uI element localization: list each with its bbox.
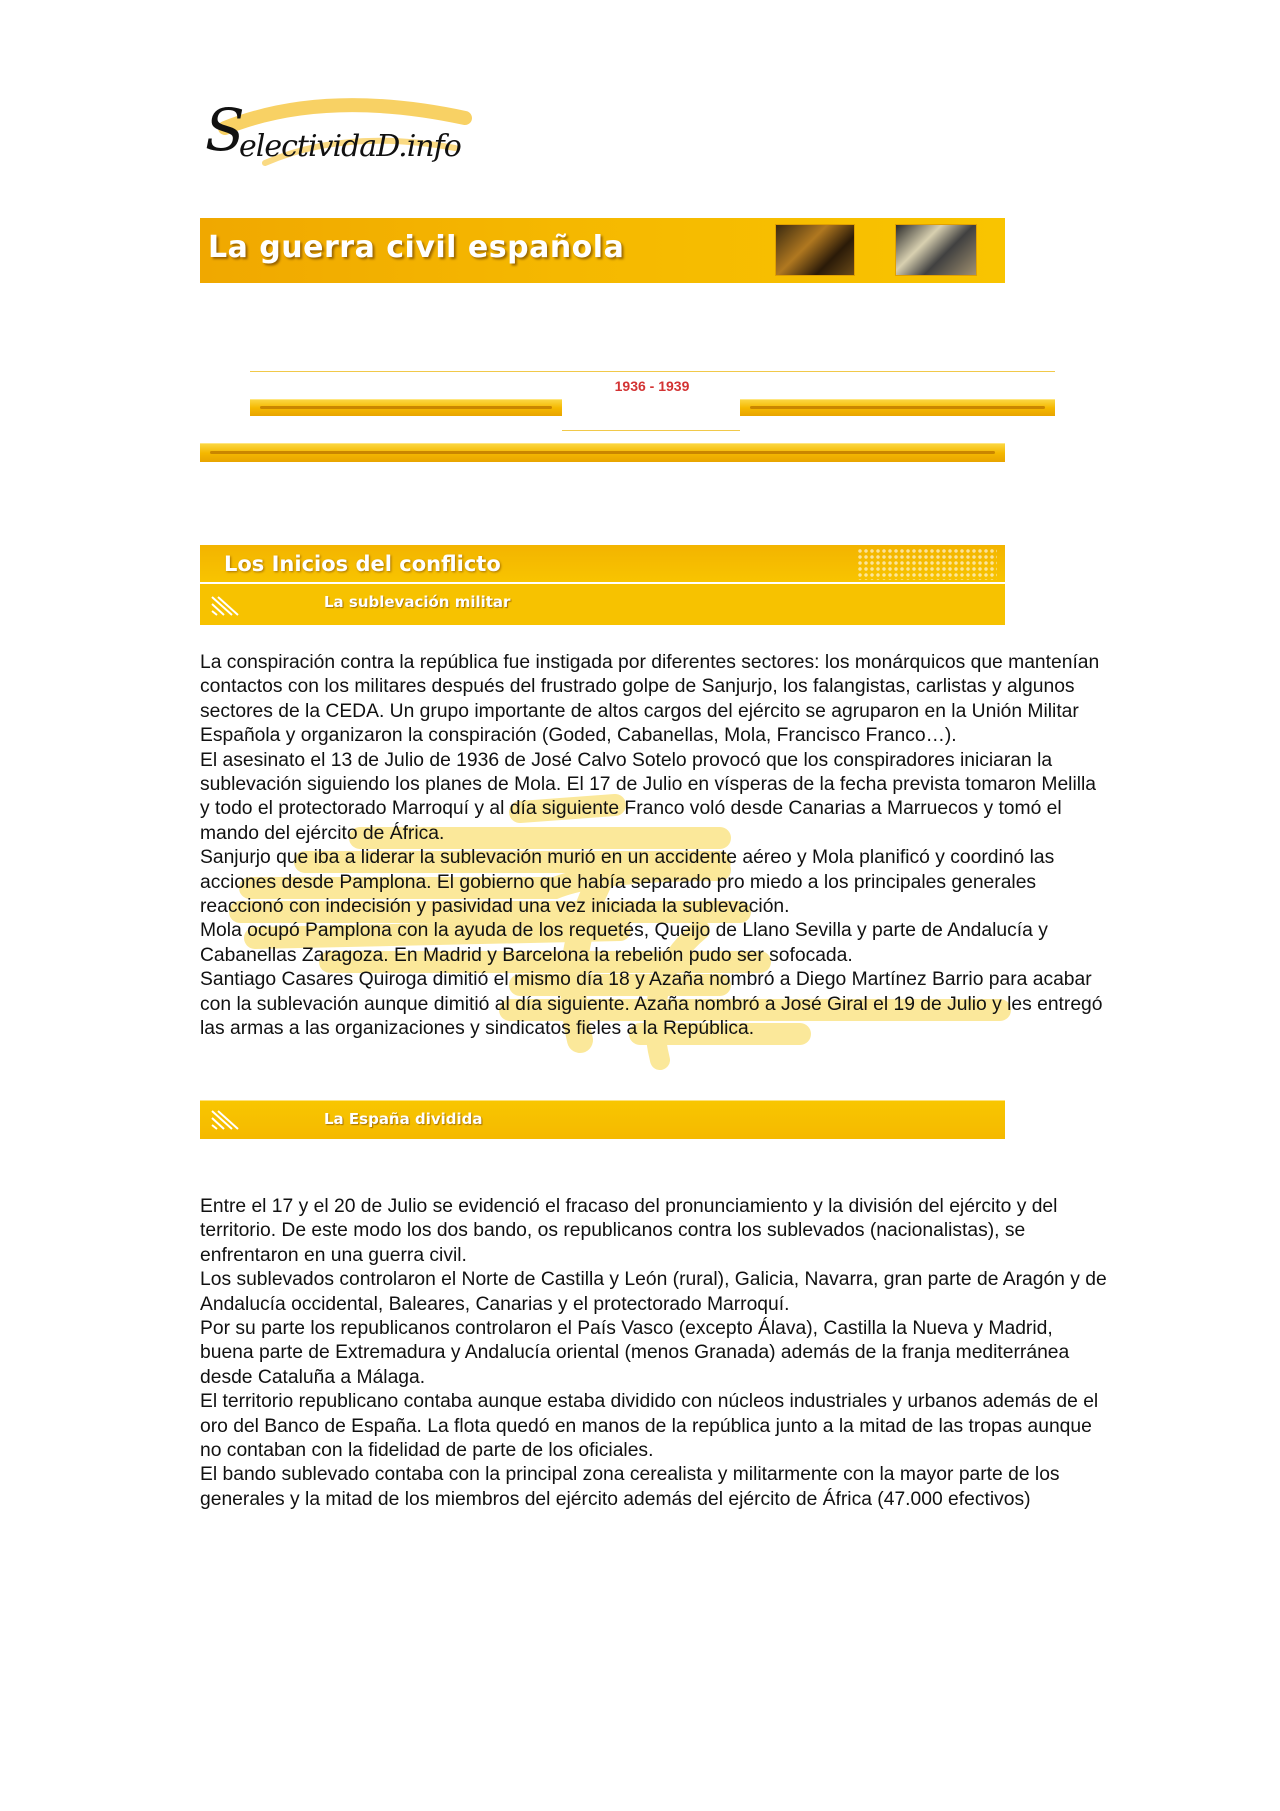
paragraph: Sanjurjo que iba a liderar la sublevación murió en un accidente aéreo y Mola planificó y coordinó las acciones desde Pamplona. El gobierno que había separado pro miedo a los principales generales reaccionó con indecisión y pasividad una vez iniciada la sublevación. — [200, 847, 1055, 918]
title-banner — [200, 218, 1005, 283]
logo-graphic — [205, 88, 485, 183]
paragraph: El asesinato el 13 de Julio de 1936 de José Calvo Sotelo provocó que los conspiradores iniciaran la sublevación siguiendo los planes de Mola. El 17 de Julio en vísperas de la fecha prevista tomaron Melilla y todo el protectorado Marroquí y al día siguiente Franco voló desde Canarias a Marruecos y tomó el mando del ejército de África. — [200, 749, 1097, 844]
decorative-bar-right — [740, 399, 1055, 416]
paragraph: El territorio republicano contaba aunque estaba dividido con núcleos industriales y urbanos además de el oro del Banco de España. La flota quedó en manos de la república junto a la mitad de las tropas aunque no contaban con la fidelidad de parte de los oficiales. — [200, 1391, 1099, 1462]
date-range: 1936 - 1939 — [614, 378, 690, 394]
subsection-banner — [200, 1100, 1005, 1139]
banner-photo-1 — [775, 224, 855, 276]
decorative-bar-full — [200, 443, 1005, 462]
paragraph: Mola ocupó Pamplona con la ayuda de los requetés, Queijo de Llano Sevilla y parte de Andalucía y Cabanellas Zaragoza. En Madrid y Barcelona la rebelión pudo ser sofocada. — [200, 920, 1048, 966]
subsection-title: La España dividida — [324, 1110, 483, 1128]
svg-text:electividaD.info: electividaD.info — [239, 129, 461, 164]
decorative-bar-left — [250, 399, 562, 416]
paragraph: La conspiración contra la república fue instigada por diferentes sectores: los monárquicos que mantenían contactos con los militares después del frustrado golpe de Sanjurjo, los falangistas, carlistas y algunos sectores de la CEDA. Un grupo importante de altos cargos del ejército se agruparon en la Unión Militar Española y organizaron la conspiración (Goded, Cabanellas, Mola, Francisco Franco…). — [200, 652, 1100, 747]
subsection-title: La sublevación militar — [324, 593, 511, 611]
hatch-icon — [210, 595, 240, 617]
site-logo[interactable] — [205, 88, 485, 183]
article-section-1 — [200, 651, 1110, 1042]
article-section-2 — [200, 1195, 1110, 1512]
paragraph: Los sublevados controlaron el Norte de Castilla y León (rural), Galicia, Navarra, gran parte de Aragón y de Andalucía occidental, Baleares, Canarias y el protectorado Marroquí. — [200, 1269, 1107, 1315]
paragraph: Por su parte los republicanos controlaron el País Vasco (excepto Álava), Castilla la Nueva y Madrid, buena parte de Extremadura y Andalucía oriental (menos Granada) además de la franja mediterránea desde Cataluña a Málaga. — [200, 1318, 1070, 1388]
svg-text:S: S — [205, 96, 245, 164]
divider-line — [562, 430, 740, 431]
hatch-icon — [210, 1109, 240, 1131]
page-title: La guerra civil española — [208, 230, 625, 265]
paragraph: Santiago Casares Quiroga dimitió el mismo día 18 y Azaña nombró a Diego Martínez Barrio para acabar con la sublevación aunque dimitió al día siguiente. Azaña nombró a José Giral el 19 de Julio y les entregó las armas a las organizaciones y sindicatos fieles a la República. — [200, 969, 1103, 1040]
paragraph: Entre el 17 y el 20 de Julio se evidenció el fracaso del pronunciamiento y la división del ejército y del territorio. De este modo los dos bando, os republicanos contra los sublevados (nacionalistas), se enfrentaron en una guerra civil. — [200, 1196, 1058, 1266]
divider-line — [250, 371, 1055, 372]
section-title: Los Inicios del conflicto — [224, 552, 501, 576]
paragraph: El bando sublevado contaba con la principal zona cerealista y militarmente con la mayor parte de los generales y la mitad de los miembros del ejército además del ejército de África (47.000 efectivos) — [200, 1464, 1060, 1510]
banner-photo-2 — [895, 224, 977, 276]
dots-pattern — [857, 548, 997, 580]
section-banner — [200, 545, 1005, 625]
